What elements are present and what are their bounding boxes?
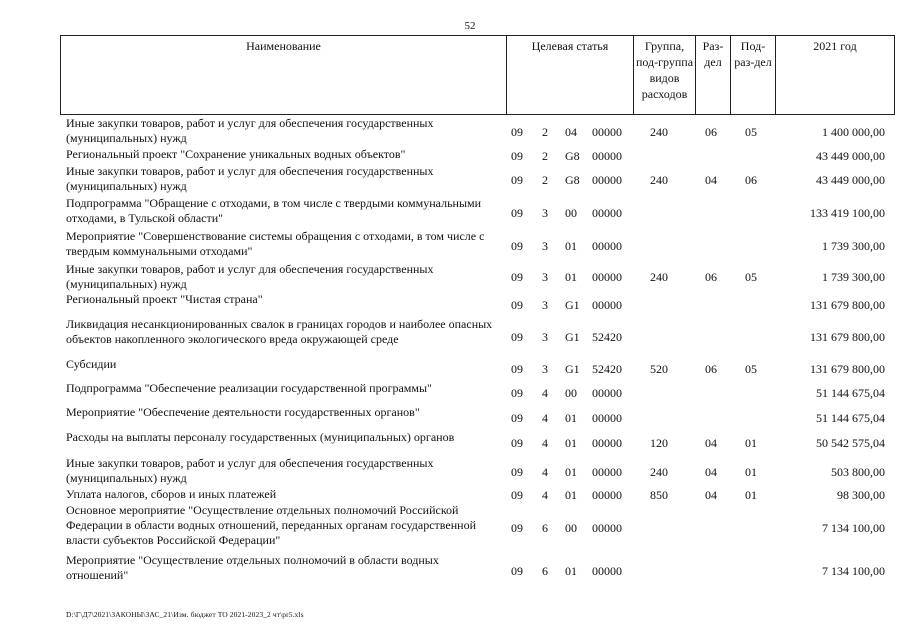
- row-c3: 00: [565, 521, 577, 535]
- row-c3: 00: [565, 206, 577, 220]
- row-section: 04: [705, 173, 717, 187]
- row-c4: 00000: [592, 564, 622, 578]
- row-c2: 3: [542, 206, 548, 220]
- row-c3: G8: [565, 173, 580, 187]
- row-c4: 00000: [592, 436, 622, 450]
- row-c1: 09: [511, 173, 523, 187]
- row-c2: 4: [542, 386, 548, 400]
- row-c3: 04: [565, 125, 577, 139]
- row-subsection: 01: [745, 488, 757, 502]
- row-name: Региональный проект "Сохранение уникальных водных объектов": [66, 147, 406, 161]
- row-amount: 7 134 100,00: [822, 521, 885, 535]
- row-name: Подпрограмма "Обеспечение реализации государственной программы": [66, 381, 432, 395]
- row-c4: 00000: [592, 206, 622, 220]
- row-name: Уплата налогов, сборов и иных платежей: [66, 487, 277, 501]
- row-c1: 09: [511, 125, 523, 139]
- row-amount: 43 449 000,00: [816, 173, 885, 187]
- row-c2: 6: [542, 564, 548, 578]
- row-amount: 131 679 800,00: [810, 362, 885, 376]
- row-amount: 51 144 675,04: [816, 386, 885, 400]
- row-c1: 09: [511, 362, 523, 376]
- table-row: [60, 430, 895, 456]
- row-amount: 1 739 300,00: [822, 270, 885, 284]
- row-name: Расходы на выплаты персоналу государственных (муниципальных) органов: [66, 430, 455, 444]
- row-subsection: 01: [745, 436, 757, 450]
- row-c3: 00: [565, 386, 577, 400]
- row-name: Региональный проект "Чистая страна": [66, 292, 263, 306]
- row-group: 240: [650, 465, 668, 479]
- table-row: [60, 487, 895, 503]
- row-section: 04: [705, 436, 717, 450]
- table-row: [60, 405, 895, 430]
- row-group: 520: [650, 362, 668, 376]
- row-c2: 3: [542, 362, 548, 376]
- row-group: 240: [650, 270, 668, 284]
- row-c1: 09: [511, 465, 523, 479]
- row-c1: 09: [511, 488, 523, 502]
- header-target-article: Целевая статья: [506, 35, 633, 115]
- row-c2: 4: [542, 465, 548, 479]
- row-amount: 1 400 000,00: [822, 125, 885, 139]
- row-group: 240: [650, 125, 668, 139]
- row-c1: 09: [511, 436, 523, 450]
- row-group: 850: [650, 488, 668, 502]
- table-row: [60, 456, 895, 487]
- row-subsection: 05: [745, 125, 757, 139]
- row-c2: 2: [542, 173, 548, 187]
- row-c4: 00000: [592, 465, 622, 479]
- row-amount: 43 449 000,00: [816, 149, 885, 163]
- row-name: Иные закупки товаров, работ и услуг для обеспечения государственных (муниципальных) нужд: [66, 456, 434, 485]
- row-name: Субсидии: [66, 357, 117, 371]
- row-subsection: 01: [745, 465, 757, 479]
- row-section: 06: [705, 125, 717, 139]
- row-c2: 3: [542, 270, 548, 284]
- header-subsection: Под-раз-дел: [730, 35, 775, 115]
- table-row: [60, 292, 895, 317]
- row-c2: 3: [542, 330, 548, 344]
- header-group: Группа, под-группа видов расходов: [633, 35, 695, 115]
- row-amount: 1 739 300,00: [822, 239, 885, 253]
- row-c4: 00000: [592, 149, 622, 163]
- row-c4: 52420: [592, 330, 622, 344]
- row-name: Ликвидация несанкционированных свалок в границах городов и наиболее опасных объектов накопленного экологического вреда окружающей среде: [66, 317, 493, 346]
- row-c1: 09: [511, 521, 523, 535]
- row-c1: 09: [511, 386, 523, 400]
- row-c1: 09: [511, 411, 523, 425]
- row-c1: 09: [511, 330, 523, 344]
- row-c2: 3: [542, 298, 548, 312]
- row-c2: 2: [542, 149, 548, 163]
- row-amount: 7 134 100,00: [822, 564, 885, 578]
- row-c1: 09: [511, 298, 523, 312]
- row-c3: 01: [565, 270, 577, 284]
- row-c3: G1: [565, 298, 580, 312]
- row-section: 06: [705, 270, 717, 284]
- row-c2: 4: [542, 411, 548, 425]
- row-name: Иные закупки товаров, работ и услуг для обеспечения государственных (муниципальных) нужд: [66, 116, 434, 145]
- row-name: Иные закупки товаров, работ и услуг для обеспечения государственных (муниципальных) нужд: [66, 262, 434, 291]
- row-amount: 503 800,00: [831, 465, 885, 479]
- row-section: 04: [705, 465, 717, 479]
- table-row: [60, 553, 895, 588]
- row-c2: 4: [542, 488, 548, 502]
- row-subsection: 05: [745, 362, 757, 376]
- row-c3: 01: [565, 465, 577, 479]
- row-c2: 3: [542, 239, 548, 253]
- row-c3: G8: [565, 149, 580, 163]
- row-amount: 131 679 800,00: [810, 298, 885, 312]
- row-amount: 133 419 100,00: [810, 206, 885, 220]
- row-amount: 131 679 800,00: [810, 330, 885, 344]
- row-subsection: 05: [745, 270, 757, 284]
- row-c4: 00000: [592, 386, 622, 400]
- row-c3: 01: [565, 564, 577, 578]
- row-c2: 4: [542, 436, 548, 450]
- row-c1: 09: [511, 270, 523, 284]
- header-section: Раз-дел: [695, 35, 730, 115]
- row-c3: 01: [565, 239, 577, 253]
- table-row: [60, 262, 895, 292]
- row-section: 04: [705, 488, 717, 502]
- page-number: 52: [464, 20, 476, 32]
- table-row: [60, 196, 895, 229]
- row-name: Основное мероприятие "Осуществление отдельных полномочий Российской Федерации в области водных отношений, переданных органам государственной власти субъектов Российской Федерации": [66, 503, 476, 547]
- row-group: 120: [650, 436, 668, 450]
- row-c3: 01: [565, 436, 577, 450]
- row-amount: 50 542 575,04: [816, 436, 885, 450]
- table-row: [60, 357, 895, 381]
- row-c4: 00000: [592, 488, 622, 502]
- row-c4: 00000: [592, 239, 622, 253]
- row-c4: 00000: [592, 298, 622, 312]
- table-row: [60, 229, 895, 262]
- table-row: [60, 503, 895, 553]
- header-year: 2021 год: [775, 35, 895, 115]
- row-name: Подпрограмма "Обращение с отходами, в том числе с твердыми коммунальными отходами, в Тульской области": [66, 196, 482, 225]
- row-section: 06: [705, 362, 717, 376]
- table-row: [60, 317, 895, 357]
- row-amount: 98 300,00: [837, 488, 885, 502]
- footer-path: D:\Г\Д7\2021\ЗАКОНЫ\ЗАС_21\Изм. бюджет ТО 2021-2023_2 чт\pr5.xls: [66, 610, 304, 619]
- table-row: [60, 147, 895, 164]
- table-row: [60, 116, 895, 147]
- row-c4: 00000: [592, 270, 622, 284]
- row-c1: 09: [511, 239, 523, 253]
- row-amount: 51 144 675,04: [816, 411, 885, 425]
- row-c1: 09: [511, 206, 523, 220]
- row-c2: 2: [542, 125, 548, 139]
- header-name: Наименование: [60, 35, 506, 115]
- row-c3: 01: [565, 488, 577, 502]
- row-name: Мероприятие "Осуществление отдельных полномочий в области водных отношений": [66, 553, 439, 582]
- row-c3: 01: [565, 411, 577, 425]
- table-row: [60, 381, 895, 405]
- row-c4: 00000: [592, 411, 622, 425]
- row-c4: 52420: [592, 362, 622, 376]
- row-c3: G1: [565, 362, 580, 376]
- row-c4: 00000: [592, 521, 622, 535]
- row-subsection: 06: [745, 173, 757, 187]
- row-c4: 00000: [592, 173, 622, 187]
- row-name: Мероприятие "Совершенствование системы обращения с отходами, в том числе с твердым коммунальными отходами": [66, 229, 485, 258]
- row-c1: 09: [511, 564, 523, 578]
- row-c1: 09: [511, 149, 523, 163]
- row-group: 240: [650, 173, 668, 187]
- table-row: [60, 164, 895, 196]
- row-name: Мероприятие "Обеспечение деятельности государственных органов": [66, 405, 420, 419]
- row-c4: 00000: [592, 125, 622, 139]
- row-name: Иные закупки товаров, работ и услуг для обеспечения государственных (муниципальных) нужд: [66, 164, 434, 193]
- row-c2: 6: [542, 521, 548, 535]
- row-c3: G1: [565, 330, 580, 344]
